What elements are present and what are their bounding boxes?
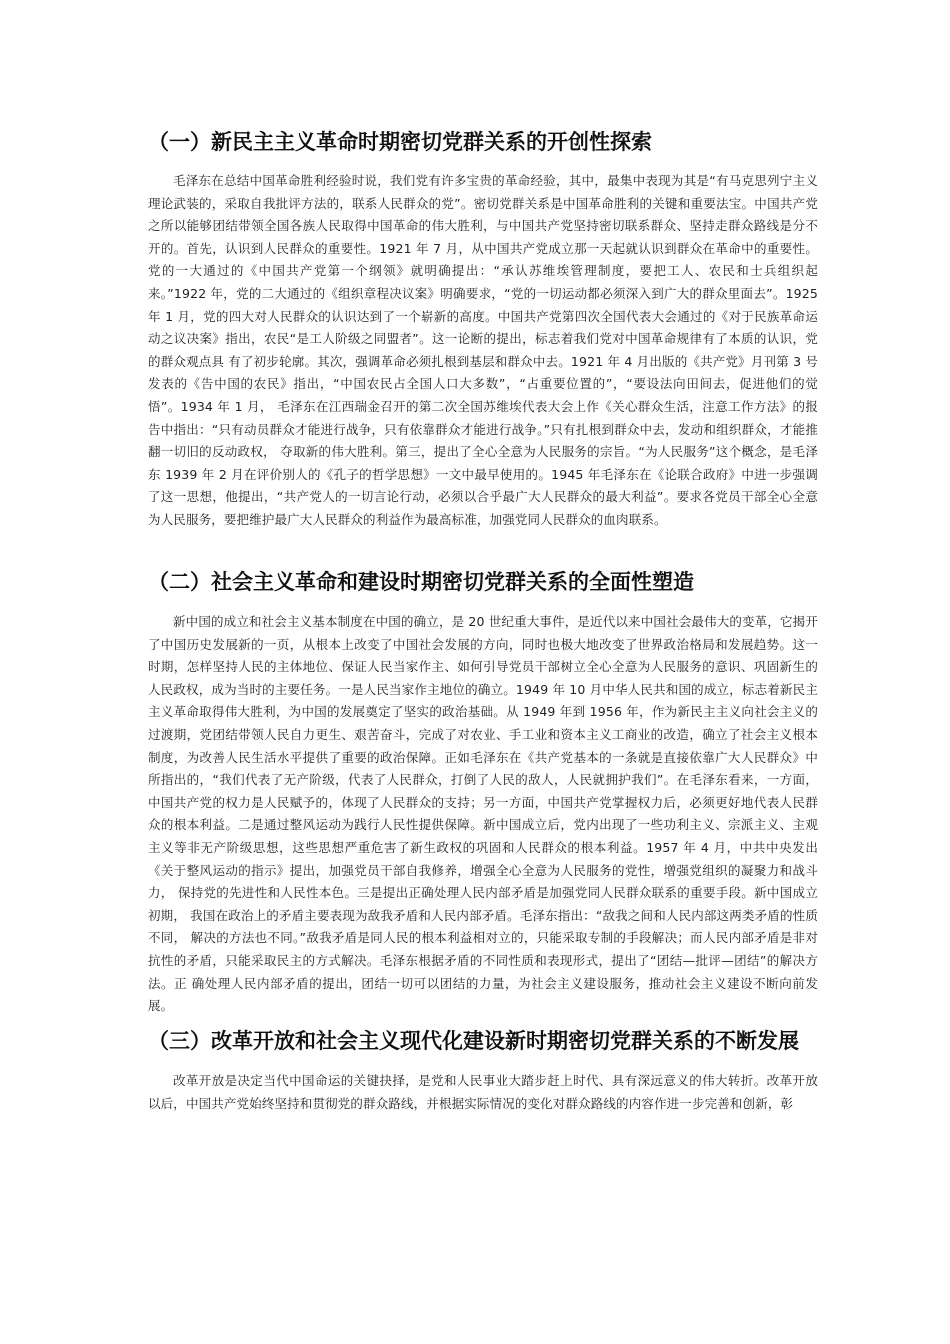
section-heading-3: （三）改革开放和社会主义现代化建设新时期密切党群关系的不断发展 xyxy=(148,1029,799,1053)
section-paragraph-3: 改革开放是决定当代中国命运的关键抉择，是党和人民事业大踏步赶上时代、具有深远意义的伟大转折。改革开放以后，中国共产党始终坚持和贯彻党的群众路线，并根据实际情况的变化对群众路线的内容作进一步完善和创新，彰 xyxy=(148,1073,818,1111)
section-paragraph-2: 新中国的成立和社会主义基本制度在中国的确立，是 20 世纪重大事件，是近代以来中国社会最伟大的变革，它揭开了中国历史发展新的一页，从根本上改变了中国社会发展的方向，同时也极大地改变了世界政治格局和发展趋势。这一时期，怎样坚持人民的主体地位、保证人民当家作主、如何引导党员干部树立全心全意为人民服务的意识、巩固新生的人民政权，成为当时的主要任务。一是人民当家作主地位的确立。1949 年 10 月中华人民共和国的成立，标志着新民主主义革命取得伟大胜利，为中国的发展奠定了坚实的政治基础。从 1949 年到 1956 年，作为新民主主义向社会主义的过渡期，党团结带领人民自力更生、艰苦奋斗，完成了对农业、手工业和资本主义工商业的改造，确立了社会主义根本制度，为改善人民生活水平提供了重要的政治保障。正如毛泽东在《共产党基本的一条就是直接依靠广大人民群众》中所指出的，“我们代表了无产阶级，代表了人民群众，打倒了人民的敌人，人民就拥护我们”。在毛泽东看来，一方面， 中国共产党的权力是人民赋予的，体现了人民群众的支持；另一方面，中国共产党掌握权力后，必须更好地代表人民群众的根本利益。二是通过整风运动为践行人民性提供保障。新中国成立后，党内出现了一些功利主义、宗派主义、主观主义等非无产阶级思想，这些思想严重危害了新生政权的巩固和人民群众的根本利益。1957 年 4 月，中共中央发出《关于整风运动的指示》提出，加强党员干部自我修养，增强全心全意为人民服务的党性，增强党组织的凝聚力和战斗力， 保持党的先进性和人民性本色。三是提出正确处理人民内部矛盾是加强党同人民群众联系的重要手段。新中国成立初期， 我国在政治上的矛盾主要表现为敌我矛盾和人民内部矛盾。毛泽东指出：“敌我之间和人民内部这两类矛盾的性质不同， 解决的方法也不同。”敌我矛盾是同人民的根本利益相对立的，只能采取专制的手段解决；而人民内部矛盾是非对抗性的矛盾，只能采取民主的方式解决。毛泽东根据矛盾的不同性质和表现形式，提出了“团结—批评—团结”的解决方法。正 确处理人民内部矛盾的提出，团结一切可以团结的力量，为社会主义建设服务，推动社会主义建设不断向前发展。 xyxy=(148,614,818,1014)
section-heading-2: （二）社会主义革命和建设时期密切党群关系的全面性塑造 xyxy=(148,570,694,594)
section-paragraph-1: 毛泽东在总结中国革命胜利经验时说，我们党有许多宝贵的革命经验，其中，最集中表现为其是“有马克思列宁主义理论武装的，采取自我批评方法的，联系人民群众的党”。密切党群关系是中国革命胜利的关键和重要法宝。中国共产党之所以能够团结带领全国各族人民取得中国革命的伟大胜利，与中国共产党坚持密切联系群众、坚持走群众路线是分不开的。首先，认识到人民群众的重要性。1921 年 7 月，从中国共产党成立那一天起就认识到群众在革命中的重要性。党的一大通过的《中国共产党第一个纲领》就明确提出：“承认苏维埃管理制度，要把工人、农民和士兵组织起来。”1922 年，党的二大通过的《组织章程决议案》明确要求，“党的一切运动都必须深入到广大的群众里面去”。1925 年 1 月，党的四大对人民群众的认识达到了一个崭新的高度。中国共产党第四次全国代表大会通过的《对于民族革命运动之议决案》指出，农民“是工人阶级之同盟者”。这一论断的提出，标志着我们党对中国革命规律有了本质的认识，党的群众观点具 有了初步轮廓。其次，强调革命必须扎根到基层和群众中去。1921 年 4 月出版的《共产党》月刊第 3 号发表的《告中国的农民》指出，“中国农民占全国人口大多数”，“占重要位置的”，“要设法向田间去，促进他们的觉悟”。1934 年 1 月， 毛泽东在江西瑞金召开的第二次全国苏维埃代表大会上作《关心群众生活，注意工作方法》的报告中指出：“只有动员群众才能进行战争，只有依靠群众才能进行战争。”只有扎根到群众中去，发动和组织群众，才能推翻一切旧的反动政权， 夺取新的伟大胜利。第三，提出了全心全意为人民服务的宗旨。“为人民服务”这个概念，是毛泽东 1939 年 2 月在评价别人的《孔子的哲学思想》一文中最早使用的。1945 年毛泽东在《论联合政府》中进一步强调了这一思想，他提出，“共产党人的一切言论行动，必须以合乎最广大人民群众的最大利益”。要求各党员干部全心全意为人民服务，要把维护最广大人民群众的利益作为最高标准，加强党同人民群众的血肉联系。 xyxy=(148,173,818,527)
section-heading-1: （一）新民主主义革命时期密切党群关系的开创性探索 xyxy=(148,130,652,154)
